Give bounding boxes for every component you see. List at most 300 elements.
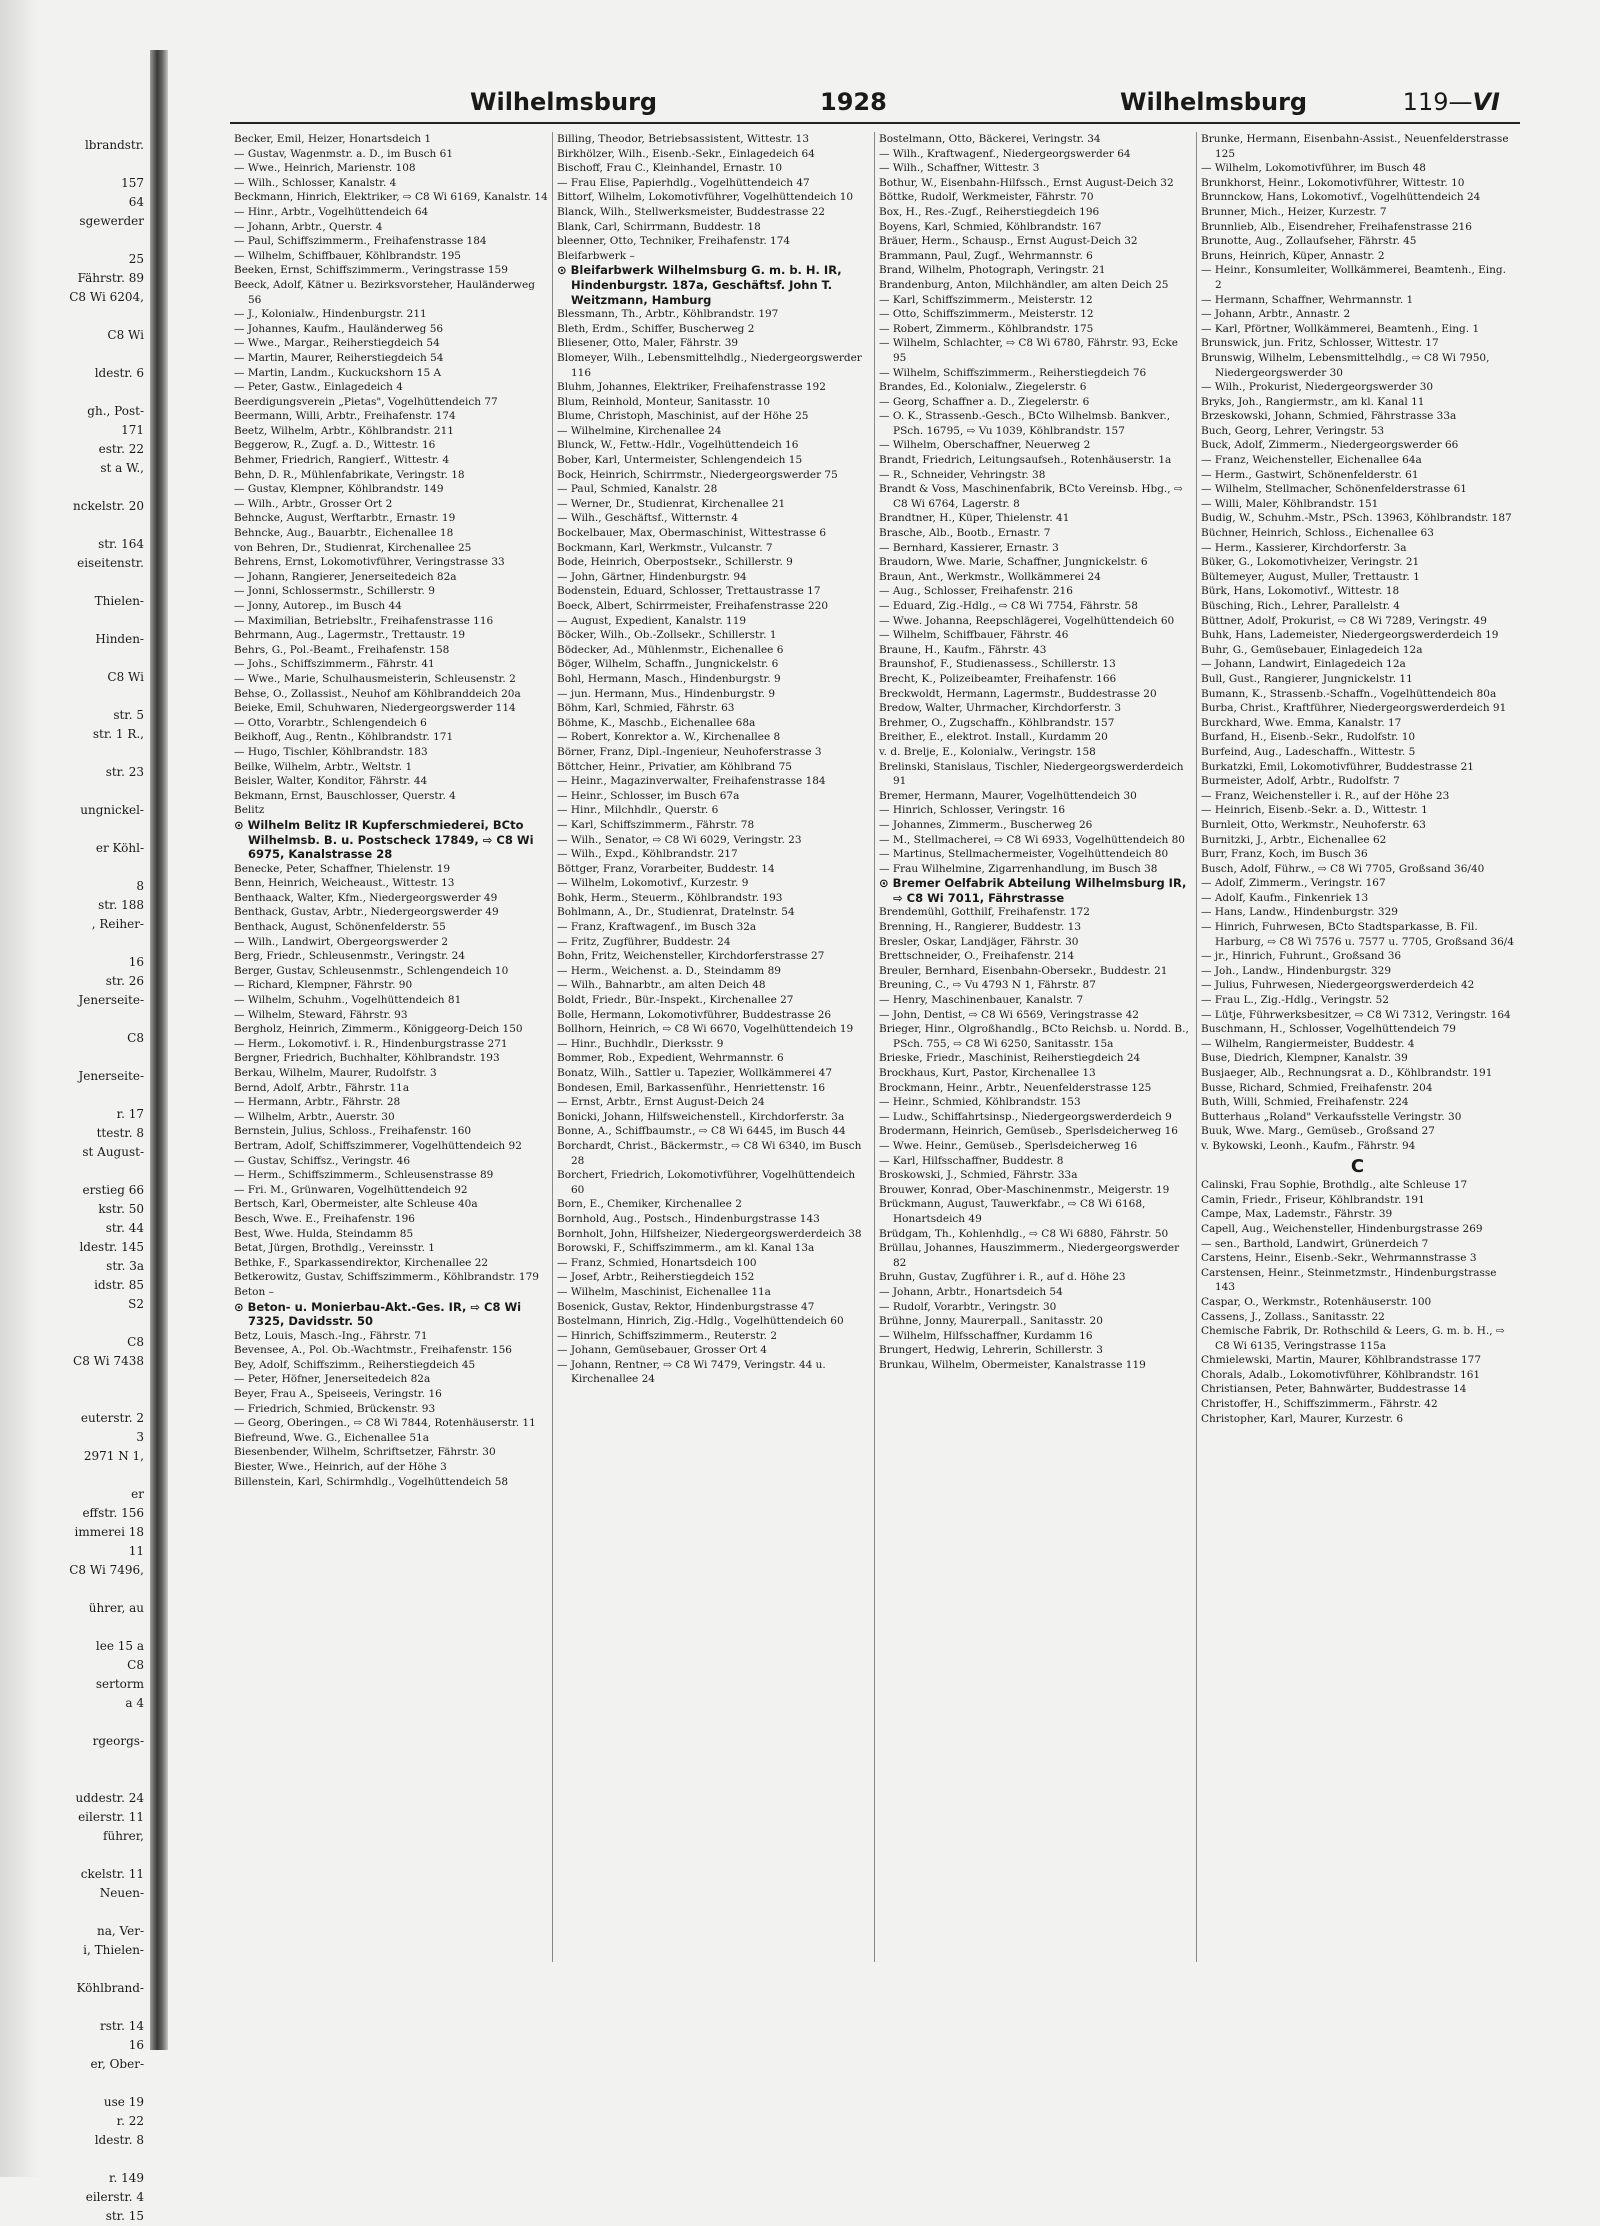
directory-entry: von Behren, Dr., Studienrat, Kirchenallee 25 xyxy=(234,541,472,554)
directory-entry: — Herm., Gastwirt, Schönenfelderstr. 61 xyxy=(1201,468,1419,481)
directory-entry: — Wilhelmine, Kirchenallee 24 xyxy=(557,424,722,437)
facing-page-line: rgeorgs- xyxy=(92,1734,144,1748)
directory-entry: Berg, Friedr., Schleusenmstr., Veringstr. 24 xyxy=(234,950,466,963)
directory-entry: Boyens, Karl, Schmied, Köhlbrandstr. 167 xyxy=(879,220,1102,233)
directory-entry: — Herm., Lokomotivf. i. R., Hindenburgstrasse 271 xyxy=(234,1037,508,1050)
directory-entry: Caspar, O., Werkmstr., Rotenhäuserstr. 100 xyxy=(1201,1295,1432,1308)
directory-entry: — Hinr., Milchhdlr., Querstr. 6 xyxy=(557,804,719,817)
facing-page-line: Thielen- xyxy=(94,594,144,608)
facing-page-line: st August- xyxy=(82,1145,144,1159)
directory-entry: — Heinr., Konsumleiter, Wollkämmerei, Beamtenh., Eing. 2 xyxy=(1201,264,1506,291)
directory-entry: Bumann, K., Strassenb.-Schaffn., Vogelhüttendeich 80a xyxy=(1201,687,1497,700)
directory-entry: Butterhaus „Roland" Verkaufsstelle Veringstr. 30 xyxy=(1201,1110,1462,1123)
directory-entry: Burnleit, Otto, Werkmstr., Neuhoferstr. 63 xyxy=(1201,818,1426,831)
directory-entry: — Johann, Arbtr., Honartsdeich 54 xyxy=(879,1285,1063,1298)
facing-page-line xyxy=(0,1713,148,1732)
directory-entry: — Wilhelm, Stellmacher, Schönenfelderstrasse 61 xyxy=(1201,483,1467,496)
directory-entry: Böcker, Wilh., Ob.-Zollsekr., Schillerstr. 1 xyxy=(557,629,777,642)
directory-entry: — Willi, Maler, Köhlbrandstr. 151 xyxy=(1201,497,1379,510)
directory-entry: bleenner, Otto, Techniker, Freihafenstr. 174 xyxy=(557,235,791,248)
directory-entry: — Johann, Landwirt, Einlagedeich 12a xyxy=(1201,658,1406,671)
directory-entry: Beermann, Willi, Arbtr., Freihafenstr. 174 xyxy=(234,410,456,423)
directory-entry: Bekmann, Ernst, Bauschlosser, Querstr. 4 xyxy=(234,789,456,802)
directory-entry: Beeck, Adolf, Kätner u. Bezirksvorsteher, Hauländerweg 56 xyxy=(234,278,535,306)
directory-entry: Beeken, Ernst, Schiffszimmerm., Veringstrasse 159 xyxy=(234,264,508,277)
directory-entry: Bresler, Oskar, Landjäger, Fährstr. 30 xyxy=(879,935,1079,948)
directory-entry: Blunck, W., Fettw.-Hdlr., Vogelhüttendeich 16 xyxy=(557,439,799,452)
facing-page-line: S2 xyxy=(128,1297,144,1311)
directory-entry: — Hermann, Arbtr., Fährstr. 28 xyxy=(234,1096,401,1109)
directory-entry: Bock, Heinrich, Schirrmstr., Niedergeorgswerder 75 xyxy=(557,468,838,481)
directory-entry: — Karl, Pförtner, Wollkämmerei, Beamtenh., Eing. 1 xyxy=(1201,322,1480,335)
directory-entry: — Wilh., Schlosser, Kanalstr. 4 xyxy=(234,176,397,189)
directory-column-4 xyxy=(1196,132,1518,1962)
directory-entry: Bommer, Rob., Expedient, Wehrmannstr. 6 xyxy=(557,1052,784,1065)
directory-entry: — Robert, Zimmerm., Köhlbrandstr. 175 xyxy=(879,322,1094,335)
directory-entry: Brunkau, Wilhelm, Obermeister, Kanalstrasse 119 xyxy=(879,1358,1146,1371)
directory-entry: — Wilh., Prokurist, Niedergeorgswerder 30 xyxy=(1201,381,1434,394)
directory-entry: Beilke, Wilhelm, Arbtr., Weltstr. 1 xyxy=(234,760,413,773)
directory-entry: Bockelbauer, Max, Obermaschinist, Wittestrasse 6 xyxy=(557,527,827,540)
directory-entry: Braun, Ant., Werkmstr., Wollkämmerei 24 xyxy=(879,570,1101,583)
facing-page-line: Jenerseite- xyxy=(78,1069,144,1083)
facing-page-line: str. 44 xyxy=(105,1221,144,1235)
directory-entry: Böttcher, Heinr., Privatier, am Köhlbrand 75 xyxy=(557,760,792,773)
directory-entry: Boeck, Albert, Schirrmeister, Freihafenstrasse 220 xyxy=(557,600,829,612)
directory-entry: Brouwer, Konrad, Ober-Maschinenmstr., Meigerstr. 19 xyxy=(879,1183,1170,1196)
directory-entry: Blank, Carl, Schirrmann, Buddestr. 18 xyxy=(557,220,761,233)
directory-entry: — jun. Hermann, Mus., Hindenburgstr. 9 xyxy=(557,687,776,700)
facing-page-line: idstr. 85 xyxy=(94,1278,144,1292)
directory-entry: — Wwe., Margar., Reiherstiegdeich 54 xyxy=(234,337,440,350)
directory-entry: Berkau, Wilhelm, Maurer, Rudolfstr. 3 xyxy=(234,1067,437,1079)
facing-page-line: immerei 18 xyxy=(74,1525,144,1539)
directory-entry: — Karl, Schiffszimmerm., Fährstr. 78 xyxy=(557,818,755,831)
directory-entry: Beton – xyxy=(234,1285,274,1298)
facing-page-line: str. 23 xyxy=(105,765,144,779)
directory-entry: Bostelmann, Hinrich, Zig.-Hdlg., Vogelhüttendeich 60 xyxy=(557,1315,844,1328)
directory-entry: — Karl, Hilfsschaffner, Buddestr. 8 xyxy=(879,1154,1064,1167)
facing-page-line: ührer, au xyxy=(88,1601,144,1615)
directory-entry: Campe, Max, Lademstr., Fährstr. 39 xyxy=(1201,1208,1393,1221)
directory-entry: — Hinrich, Schiffszimmerm., Reuterstr. 2 xyxy=(557,1329,778,1342)
facing-page-line: str. 15 xyxy=(105,2209,144,2223)
directory-entry: — Hans, Landw., Hindenburgstr. 329 xyxy=(1201,906,1398,919)
directory-entry: — J., Kolonialw., Hindenburgstr. 211 xyxy=(234,308,427,321)
directory-entry: — Johs., Schiffszimmerm., Fährstr. 41 xyxy=(234,658,435,671)
facing-page-line: Köhlbrand- xyxy=(76,1981,144,1995)
header-place-left: Wilhelmsburg xyxy=(470,88,658,116)
directory-entry: Brockhaus, Kurt, Pastor, Kirchenallee 13 xyxy=(879,1067,1096,1079)
facing-page-line: er Köhl- xyxy=(95,841,144,855)
page-number-value: 119— xyxy=(1402,88,1473,116)
directory-entry: — Heinrich, Eisenb.-Sekr. a. D., Wittestr. 1 xyxy=(1201,804,1428,817)
directory-entry: Brendemühl, Gotthilf, Freihafenstr. 172 xyxy=(879,906,1090,919)
directory-entry: — Frau Elise, Papierhdlg., Vogelhüttendeich 47 xyxy=(557,176,810,189)
directory-entry: Chemische Fabrik, Dr. Rothschild & Leers, G. m. b. H., ⇨ C8 Wi 6135, Veringstrasse 115a xyxy=(1201,1325,1505,1352)
directory-entry: — Martin, Maurer, Reiherstiegdeich 54 xyxy=(234,351,444,364)
facing-page-line xyxy=(0,231,148,250)
directory-entry: Bischoff, Frau C., Kleinhandel, Ernastr. 10 xyxy=(557,162,783,175)
facing-page-line xyxy=(0,1162,148,1181)
directory-entry: — Heinr., Schmied, Köhlbrandstr. 153 xyxy=(879,1096,1081,1109)
directory-entry: — M., Stellmacherei, ⇨ C8 Wi 6933, Vogelhüttendeich 80 xyxy=(879,833,1185,846)
facing-page-line: ckelstr. 11 xyxy=(80,1867,144,1881)
directory-entry: Brieger, Hinr., Olgroßhandlg., BCto Reichsb. u. Nordd. B., PSch. 755, ⇨ C8 Wi 6250, Sanitasstr. 15a xyxy=(879,1023,1189,1050)
directory-entry: — Georg, Oberingen., ⇨ C8 Wi 7844, Rotenhäuserstr. 11 xyxy=(234,1417,536,1430)
facing-page-line: na, Ver- xyxy=(97,1924,144,1938)
directory-entry: Bevensee, A., Pol. Ob.-Wachtmstr., Freihafenstr. 156 xyxy=(234,1344,512,1357)
directory-entry: Bornhold, Aug., Postsch., Hindenburgstrasse 143 xyxy=(557,1212,820,1225)
facing-page-line xyxy=(0,1846,148,1865)
directory-entry: Busjaeger, Alb., Rechnungsrat a. D., Köhlbrandstr. 191 xyxy=(1201,1067,1493,1079)
directory-entry: Bosenick, Gustav, Rektor, Hindenburgstrasse 47 xyxy=(557,1300,815,1313)
directory-entry: Camin, Friedr., Friseur, Köhlbrandstr. 191 xyxy=(1201,1193,1425,1206)
directory-entry: — Johann, Arbtr., Querstr. 4 xyxy=(234,220,383,233)
directory-entry: — John, Dentist, ⇨ C8 Wi 6569, Veringstrasse 42 xyxy=(879,1008,1139,1021)
directory-entry: Bergner, Friedrich, Buchhalter, Köhlbrandstr. 193 xyxy=(234,1052,500,1065)
directory-entry: Benn, Heinrich, Weicheaust., Wittestr. 13 xyxy=(234,877,455,890)
directory-entry: — Johann, Rangierer, Jenerseitedeich 82a xyxy=(234,570,457,583)
directory-entry: Brettschneider, O., Freihafenstr. 214 xyxy=(879,950,1075,963)
facing-page-line: , Reiher- xyxy=(91,917,144,931)
directory-entry: Brodermann, Heinrich, Gemüseb., Sperlsdeicherweg 16 xyxy=(879,1125,1178,1138)
directory-entry: — Joh., Landw., Hindenburgstr. 329 xyxy=(1201,964,1392,977)
facing-page-line: ldestr. 145 xyxy=(79,1240,144,1254)
facing-page-line: 16 xyxy=(128,2038,144,2052)
directory-entry: — Ernst, Arbtr., Ernst August-Deich 24 xyxy=(557,1096,765,1109)
facing-page-line: r. 22 xyxy=(116,2114,144,2128)
page-header xyxy=(230,86,1520,122)
directory-entry: Bode, Heinrich, Oberpostsekr., Schillerstr. 9 xyxy=(557,556,793,569)
directory-entry: Biesenbender, Wilhelm, Schriftsetzer, Fährstr. 30 xyxy=(234,1446,496,1459)
directory-entry: Bruns, Heinrich, Küper, Annastr. 2 xyxy=(1201,249,1385,262)
directory-entry: — Wilhelm, Hilfsschaffner, Kurdamm 16 xyxy=(879,1329,1093,1342)
directory-entry: Burfeind, Aug., Ladeschaffn., Wittestr. 5 xyxy=(1201,745,1416,758)
directory-entry: — Friedrich, Schmied, Brückenstr. 93 xyxy=(234,1402,436,1415)
directory-entry: — Wilhelm, Lokomotivführer, im Busch 48 xyxy=(1201,162,1426,175)
directory-entry: Brunkhorst, Heinr., Lokomotivführer, Wittestr. 10 xyxy=(1201,176,1465,189)
directory-entry: Bliesener, Otto, Maler, Fährstr. 39 xyxy=(557,337,739,350)
directory-entry: — Wilh., Geschäftsf., Witternstr. 4 xyxy=(557,512,739,525)
directory-entry: Brenning, H., Rangierer, Buddestr. 13 xyxy=(879,921,1082,934)
facing-page-line: eilerstr. 11 xyxy=(78,1810,144,1824)
directory-entry: Boldt, Friedr., Bür.-Inspekt., Kirchenallee 27 xyxy=(557,994,794,1007)
directory-entry: Bornholt, John, Hilfsheizer, Niedergeorgswerderdeich 38 xyxy=(557,1227,862,1240)
directory-entry: Büker, G., Lokomotivheizer, Veringstr. 21 xyxy=(1201,556,1420,569)
directory-entry: — Georg, Schaffner a. D., Ziegelerstr. 6 xyxy=(879,395,1090,408)
directory-entry: Bertsch, Karl, Obermeister, alte Schleuse 40a xyxy=(234,1198,478,1211)
directory-entry: Brecht, K., Polizeibeamter, Freihafenstr. 166 xyxy=(879,672,1117,685)
facing-page-line: C8 Wi 7496, xyxy=(69,1563,144,1577)
directory-entry: Brzeskowski, Johann, Schmied, Fährstrasse 33a xyxy=(1201,410,1457,423)
directory-entry: — Adolf, Kaufm., Finkenriek 13 xyxy=(1201,891,1369,904)
directory-entry: Buck, Adolf, Zimmerm., Niedergeorgswerder 66 xyxy=(1201,439,1459,452)
directory-entry: Burfand, H., Eisenb.-Sekr., Rudolfstr. 10 xyxy=(1201,731,1416,744)
directory-entry: Bremer, Hermann, Maurer, Vogelhüttendeich 30 xyxy=(879,789,1137,802)
facing-page-fragment xyxy=(0,60,148,2223)
directory-entry: Burmeister, Adolf, Arbtr., Rudolfstr. 7 xyxy=(1201,775,1400,788)
facing-page-line: lbrandstr. xyxy=(84,138,144,152)
directory-entry: Bohn, Fritz, Weichensteller, Kirchdorferstrasse 27 xyxy=(557,950,825,963)
facing-page-line xyxy=(0,611,148,630)
facing-page-line: erstieg 66 xyxy=(82,1183,144,1197)
directory-entry: — Wilh., Senator, ⇨ C8 Wi 6029, Veringstr. 23 xyxy=(557,833,802,846)
directory-entry: Borowski, F., Schiffszimmerm., am kl. Kanal 13a xyxy=(557,1242,815,1255)
facing-page-line: Fährstr. 89 xyxy=(77,271,144,285)
directory-entry: — R., Schneider, Vehringstr. 38 xyxy=(879,468,1046,481)
directory-entry: — Wilhelm, Schiffbauer, Köhlbrandstr. 195 xyxy=(234,249,461,262)
directory-entry: Brandt & Voss, Maschinenfabrik, BCto Vereinsb. Hbg., ⇨ C8 Wi 6764, Lagerstr. 8 xyxy=(879,483,1183,510)
facing-page-line xyxy=(0,1751,148,1770)
directory-entry: Capell, Aug., Weichensteller, Hindenburgstrasse 269 xyxy=(1201,1222,1483,1235)
directory-entry: — Paul, Schmied, Kanalstr. 28 xyxy=(557,483,718,496)
directory-entry: Braudorn, Wwe. Marie, Schaffner, Jungnickelstr. 6 xyxy=(879,556,1148,569)
facing-page-line xyxy=(0,934,148,953)
directory-column-3 xyxy=(874,132,1196,1962)
facing-page-line: Jenerseite- xyxy=(78,993,144,1007)
facing-page-line: lee 15 a xyxy=(95,1639,144,1653)
directory-entry: Bohl, Hermann, Masch., Hindenburgstr. 9 xyxy=(557,672,781,685)
directory-entry: Busse, Richard, Schmied, Freihafenstr. 204 xyxy=(1201,1081,1433,1094)
directory-entry: Beggerow, R., Zugf. a. D., Wittestr. 16 xyxy=(234,439,436,452)
section-number: VI xyxy=(1472,88,1500,116)
directory-entry: Bödecker, Ad., Mühlenmstr., Eichenallee 6 xyxy=(557,643,784,656)
directory-entry: Burkatzki, Emil, Lokomotivführer, Buddestrasse 21 xyxy=(1201,760,1474,773)
directory-entry: — Gustav, Wagenmstr. a. D., im Busch 61 xyxy=(234,147,454,160)
directory-entry: Calinski, Frau Sophie, Brothdlg., alte Schleuse 17 xyxy=(1201,1179,1468,1192)
directory-entry: — Werner, Dr., Studienrat, Kirchenallee 21 xyxy=(557,497,786,510)
directory-entry: Bockmann, Karl, Werkmstr., Vulcanstr. 7 xyxy=(557,541,773,554)
directory-entry: Benthaack, Walter, Kfm., Niedergeorgswerder 49 xyxy=(234,891,498,904)
facing-page-line xyxy=(0,1903,148,1922)
directory-entry: Bräuer, Herm., Schausp., Ernst August-Deich 32 xyxy=(879,235,1138,248)
facing-page-line xyxy=(0,345,148,364)
directory-entry: — Lütje, Führwerksbesitzer, ⇨ C8 Wi 7312, Veringstr. 164 xyxy=(1201,1008,1511,1021)
directory-entry: Box, H., Res.-Zugf., Reiherstiegdeich 196 xyxy=(879,205,1100,218)
directory-entry: — Frau Wilhelmine, Zigarrenhandlung, im Busch 38 xyxy=(879,862,1158,875)
directory-entry: — Gustav, Schiffsz., Veringstr. 46 xyxy=(234,1154,411,1167)
directory-entry: — Julius, Fuhrwesen, Niedergeorgswerderdeich 42 xyxy=(1201,979,1475,992)
directory-entry: — Bernhard, Kassierer, Ernastr. 3 xyxy=(879,541,1059,554)
facing-page-line: C8 xyxy=(127,1658,144,1672)
header-year: 1928 xyxy=(820,88,887,116)
company-listing: ⊙ Wilhelm Belitz IR Kupferschmiederei, BCto Wilhelmsb. B. u. Postscheck 17849, ⇨ C8 Wi 6975, Kanalstrasse 28 xyxy=(234,817,534,862)
facing-page-line: ldestr. 6 xyxy=(94,366,144,380)
directory-entry: Beikhoff, Aug., Rentn., Köhlbrandstr. 171 xyxy=(234,731,454,744)
directory-entry: Buschmann, H., Schlosser, Vogelhüttendeich 79 xyxy=(1201,1023,1456,1036)
directory-entry: Becker, Emil, Heizer, Honartsdeich 1 xyxy=(234,133,432,145)
directory-entry: Blanck, Wilh., Stellwerksmeister, Buddestrasse 22 xyxy=(557,205,826,218)
facing-page-line xyxy=(0,1580,148,1599)
directory-entry: — Wilhelm, Oberschaffner, Neuerweg 2 xyxy=(879,439,1091,452)
directory-entry: Behncke, Aug., Bauarbtr., Eichenallee 18 xyxy=(234,527,454,540)
facing-page-line xyxy=(0,1390,148,1409)
directory-entry: Böttger, Franz, Vorarbeiter, Buddestr. 14 xyxy=(557,862,775,875)
facing-page-line xyxy=(0,1618,148,1637)
directory-entry: Bonatz, Wilh., Sattler u. Tapezier, Wollkämmerei 47 xyxy=(557,1067,833,1079)
directory-entry: — Wilhelm, Maschinist, Eichenallee 11a xyxy=(557,1285,771,1298)
directory-entry: v. d. Brelje, E., Kolonialw., Veringstr. 158 xyxy=(879,745,1096,758)
directory-entry: — Wilh., Arbtr., Grosser Ort 2 xyxy=(234,497,393,510)
directory-entry: — jr., Hinrich, Fuhrunt., Großsand 36 xyxy=(1201,950,1402,963)
directory-entry: Christopher, Karl, Maurer, Kurzestr. 6 xyxy=(1201,1412,1404,1425)
directory-entry: Brasche, Alb., Bootb., Ernastr. 7 xyxy=(879,527,1051,540)
directory-entry: Bernstein, Julius, Schloss., Freihafenstr. 160 xyxy=(234,1125,472,1138)
facing-page-line: Hinden- xyxy=(95,632,144,646)
directory-entry: — Fri. M., Grünwaren, Vogelhüttendeich 92 xyxy=(234,1183,468,1196)
company-listing: ⊙ Beton- u. Monierbau-Akt.-Ges. IR, ⇨ C8 Wi 7325, Davidsstr. 50 xyxy=(234,1299,522,1329)
directory-entry: Blessmann, Th., Arbtr., Köhlbrandstr. 197 xyxy=(557,308,779,321)
directory-entry: — Hermann, Schaffner, Wehrmannstr. 1 xyxy=(1201,293,1414,306)
facing-page-line: kstr. 50 xyxy=(98,1202,144,1216)
directory-entry: Beisler, Walter, Konditor, Fährstr. 44 xyxy=(234,775,428,788)
directory-column-1 xyxy=(230,132,552,1962)
facing-page-line: eilerstr. 4 xyxy=(85,2190,144,2204)
facing-page-line: 64 xyxy=(128,195,144,209)
book-spine xyxy=(150,50,168,2050)
directory-entry: — Wilhelm, Schlachter, ⇨ C8 Wi 6780, Fährstr. 93, Ecke 95 xyxy=(879,337,1179,364)
directory-entry: Carstens, Heinr., Eisenb.-Sekr., Wehrmannstrasse 3 xyxy=(1201,1252,1477,1265)
directory-entry: — Martin, Landm., Kuckuckshorn 15 A xyxy=(234,366,442,379)
directory-entry: Brühne, Jonny, Maurerpall., Sanitasstr. 20 xyxy=(879,1315,1103,1328)
facing-page-line: sertorm xyxy=(95,1677,144,1691)
letter-section-heading: C xyxy=(1350,1155,1365,1177)
directory-entry: Bostelmann, Otto, Bäckerei, Veringstr. 34 xyxy=(879,133,1101,145)
directory-entry: Broskowski, J., Schmied, Fährstr. 33a xyxy=(879,1169,1078,1182)
facing-page-line: str. 1 R., xyxy=(92,727,144,741)
directory-entry: Böger, Wilhelm, Schaffn., Jungnickelstr. 6 xyxy=(557,658,779,671)
directory-entry: Bethke, F., Sparkassendirektor, Kirchenallee 22 xyxy=(234,1256,489,1269)
directory-entry: Brandes, Ed., Kolonialw., Ziegelerstr. 6 xyxy=(879,381,1087,394)
facing-page-line xyxy=(0,1371,148,1390)
facing-page-line xyxy=(0,1010,148,1029)
facing-page-line: 25 xyxy=(128,252,144,266)
directory-entry: Christoffer, H., Schiffszimmerm., Fährstr. 42 xyxy=(1201,1398,1438,1411)
directory-entry: Brüdgam, Th., Kohlenhdlg., ⇨ C8 Wi 6880, Fährstr. 50 xyxy=(879,1227,1169,1240)
directory-entry: Brelinski, Stanislaus, Tischler, Niedergeorgswerderdeich 91 xyxy=(879,760,1184,788)
directory-entry: — Adolf, Zimmerm., Veringstr. 167 xyxy=(1201,877,1386,890)
facing-page-line: ungnickel- xyxy=(80,803,144,817)
directory-entry: — Wilhelm, Arbtr., Auerstr. 30 xyxy=(234,1110,395,1123)
directory-entry: — Wwe. Johanna, Reepschlägerei, Vogelhüttendeich 60 xyxy=(879,614,1175,627)
directory-entry: Burnitzki, J., Arbtr., Eichenallee 62 xyxy=(1201,833,1387,846)
directory-entry: — Wwe., Heinrich, Marienstr. 108 xyxy=(234,162,416,175)
directory-entry: Brand, Wilhelm, Photograph, Veringstr. 21 xyxy=(879,264,1106,277)
directory-entry: Bohk, Herm., Steuerm., Köhlbrandstr. 193 xyxy=(557,891,783,904)
facing-page-line: ldestr. 8 xyxy=(94,2133,144,2147)
facing-page-line: i, Thielen- xyxy=(83,1943,144,1957)
directory-entry: Brüllau, Johannes, Hauszimmerm., Niedergeorgswerder 82 xyxy=(879,1242,1180,1269)
directory-entry: Brunotte, Aug., Zollaufseher, Fährstr. 45 xyxy=(1201,235,1417,248)
directory-entry: Brunnlieb, Alb., Eisendreher, Freihafenstrasse 216 xyxy=(1201,220,1472,233)
directory-entry: — sen., Barthold, Landwirt, Grünerdeich 7 xyxy=(1201,1237,1429,1250)
directory-entry: Büsching, Rich., Lehrer, Parallelstr. 4 xyxy=(1201,600,1400,612)
directory-entry: — Johannes, Zimmerm., Buscherweg 26 xyxy=(879,818,1093,831)
facing-page-line xyxy=(0,307,148,326)
directory-entry: Bertram, Adolf, Schiffszimmerer, Vogelhüttendeich 92 xyxy=(234,1139,522,1152)
directory-entry: — Wilhelm, Schiffszimmerm., Reiherstiegdeich 76 xyxy=(879,366,1147,379)
directory-entry: Behn, D. R., Mühlenfabrikate, Veringstr. 18 xyxy=(234,468,465,481)
directory-entry: — Franz, Kraftwagenf., im Busch 32a xyxy=(557,921,757,934)
facing-page-line xyxy=(0,117,148,136)
facing-page-line: estr. 22 xyxy=(98,442,144,456)
directory-entry: Carstensen, Heinr., Steinmetzmstr., Hindenburgstrasse 143 xyxy=(1201,1266,1497,1294)
directory-entry: — Rudolf, Vorarbtr., Veringstr. 30 xyxy=(879,1300,1057,1313)
directory-entry: Cassens, J., Zollass., Sanitasstr. 22 xyxy=(1201,1310,1385,1323)
directory-entry: — Peter, Gastw., Einlagedeich 4 xyxy=(234,381,403,394)
directory-entry: — August, Expedient, Kanalstr. 119 xyxy=(557,614,747,627)
facing-page-line: str. 5 xyxy=(113,708,144,722)
directory-entry: — Peter, Höfner, Jenerseitedeich 82a xyxy=(234,1373,431,1386)
directory-entry: — Hinr., Arbtr., Vogelhüttendeich 64 xyxy=(234,205,429,218)
directory-entry: Beieke, Emil, Schuhwaren, Niedergeorgswerder 114 xyxy=(234,702,516,715)
directory-entry: Bothur, W., Eisenbahn-Hilfssch., Ernst August-Deich 32 xyxy=(879,176,1174,189)
facing-page-line xyxy=(0,79,148,98)
directory-entry: Billenstein, Karl, Schirmhdlg., Vogelhüttendeich 58 xyxy=(234,1475,509,1488)
directory-entry: Benthack, Gustav, Arbtr., Niedergeorgswerder 49 xyxy=(234,906,499,919)
directory-entry: Behrmann, Aug., Lagermstr., Trettaustr. 19 xyxy=(234,629,466,642)
directory-entry: — Wilhelm, Schuhm., Vogelhüttendeich 81 xyxy=(234,994,462,1007)
directory-entry: — Karl, Schiffszimmerm., Meisterstr. 12 xyxy=(879,293,1093,306)
directory-entry: Brehmer, O., Zugschaffn., Köhlbrandstr. 157 xyxy=(879,716,1115,729)
directory-entry: Betkerowitz, Gustav, Schiffszimmerm., Köhlbrandstr. 179 xyxy=(234,1271,539,1284)
directory-entry: Büchner, Heinrich, Schloss., Eichenallee 63 xyxy=(1201,527,1434,540)
directory-entry: Brunke, Hermann, Eisenbahn-Assist., Neuenfelderstrasse 125 xyxy=(1201,133,1509,160)
directory-entry: — Herm., Kassierer, Kirchdorferstr. 3a xyxy=(1201,541,1407,554)
directory-entry: Brieske, Friedr., Maschinist, Reiherstiegdeich 24 xyxy=(879,1052,1141,1065)
directory-entry: Behrens, Ernst, Lokomotivführer, Veringstrasse 33 xyxy=(234,556,505,569)
directory-entry: — Maximilian, Betriebsltr., Freihafenstrasse 116 xyxy=(234,614,494,627)
facing-page-line xyxy=(0,1960,148,1979)
directory-entry: Buhk, Hans, Lademeister, Niedergeorgswerderdeich 19 xyxy=(1201,629,1499,642)
facing-page-line: rstr. 14 xyxy=(99,2019,144,2033)
directory-entry: — Hinrich, Schlosser, Veringstr. 16 xyxy=(879,804,1066,817)
directory-entry: — Wilh., Landwirt, Obergeorgswerder 2 xyxy=(234,935,449,948)
directory-entry: Born, E., Chemiker, Kirchenallee 2 xyxy=(557,1198,742,1211)
directory-entry: Böttke, Rudolf, Werkmeister, Fährstr. 70 xyxy=(879,191,1094,204)
directory-entry: — Johann, Gemüsebauer, Grosser Ort 4 xyxy=(557,1344,767,1357)
company-listing: ⊙ Bremer Oelfabrik Abteilung Wilhelmsburg IR, ⇨ C8 Wi 7011, Fährstrasse xyxy=(879,876,1187,905)
directory-entry: — Herm., Weichenst. a. D., Steindamm 89 xyxy=(557,964,781,977)
directory-entry: Beerdigungsverein „Pietas", Vogelhüttendeich 77 xyxy=(234,395,498,408)
facing-page-line xyxy=(0,2150,148,2169)
directory-entry: Bohlmann, A., Dr., Studienrat, Dratelnstr. 54 xyxy=(557,906,795,919)
directory-entry: — Wwe. Heinr., Gemüseb., Sperlsdeicherweg 16 xyxy=(879,1139,1138,1152)
directory-entry: Behrs, G., Pol.-Beamt., Freihafenstr. 158 xyxy=(234,643,450,656)
directory-entry: — Aug., Schlosser, Freihafenstr. 216 xyxy=(879,585,1073,598)
directory-column-2 xyxy=(552,132,874,1962)
facing-page-line: str. 164 xyxy=(98,537,144,551)
directory-entry: — Paul, Schiffszimmerm., Freihafenstrasse 184 xyxy=(234,235,487,248)
directory-entry: Betz, Louis, Masch.-Ing., Fährstr. 71 xyxy=(234,1329,428,1342)
facing-page-line xyxy=(0,2074,148,2093)
directory-entry: — Herm., Schiffszimmerm., Schleusenstrasse 89 xyxy=(234,1169,494,1182)
directory-entry: — Frau L., Zig.-Hdlg., Veringstr. 52 xyxy=(1201,994,1389,1007)
directory-entry: Bonne, A., Schiffbaumstr., ⇨ C8 Wi 6445, im Busch 44 xyxy=(557,1125,846,1138)
facing-page-line: C8 Wi xyxy=(107,670,144,684)
directory-entry: Chorals, Adalb., Lokomotivführer, Köhlbrandstr. 161 xyxy=(1201,1368,1481,1381)
directory-entry: Burr, Franz, Koch, im Busch 36 xyxy=(1201,848,1368,861)
directory-entry: Breuning, C., ⇨ Vu 4793 N 1, Fährstr. 87 xyxy=(879,979,1096,992)
directory-entry: Brammann, Paul, Zugf., Wehrmannstr. 6 xyxy=(879,249,1093,262)
facing-page-line xyxy=(0,1998,148,2017)
directory-entry: Börner, Franz, Dipl.-Ingenieur, Neuhoferstrasse 3 xyxy=(557,745,822,758)
directory-entry: Bruhn, Gustav, Zugführer i. R., auf d. Höhe 23 xyxy=(879,1271,1126,1284)
directory-entry: Budig, W., Schuhm.-Mstr., PSch. 13963, Köhlbrandstr. 187 xyxy=(1201,512,1512,525)
facing-page-line: str. 3a xyxy=(106,1259,144,1273)
directory-entry: — Johannes, Kaufm., Hauländerweg 56 xyxy=(234,322,444,335)
